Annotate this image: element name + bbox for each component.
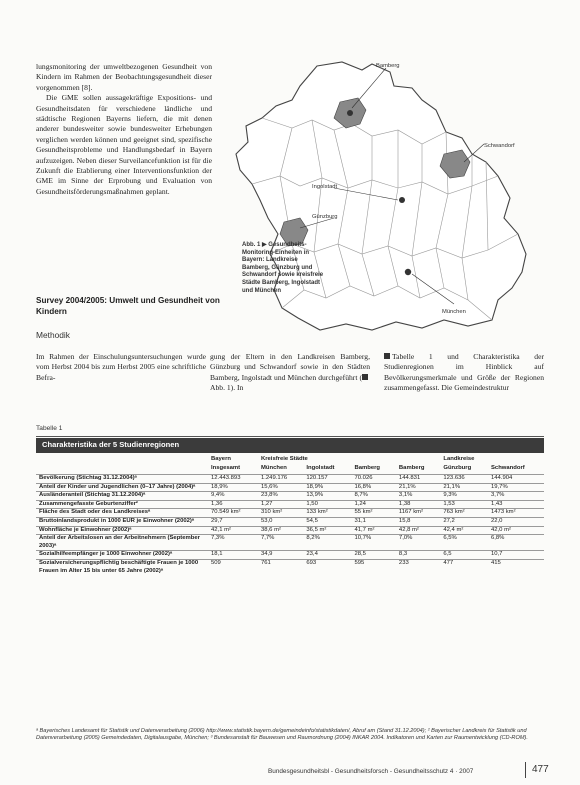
- table-cell: 1,24: [351, 500, 395, 509]
- table-cell: 1,50: [303, 500, 351, 509]
- city-ingolstadt: [399, 197, 405, 203]
- table-cell: 27,2: [440, 517, 488, 526]
- col-header: Günzburg: [443, 465, 472, 471]
- table-cell: 21,1%: [440, 483, 488, 492]
- table-cell: 7,3%: [208, 535, 258, 551]
- table-cell: 1,27: [258, 500, 303, 509]
- table-cell: 9,3%: [440, 492, 488, 501]
- group-header-bayern: Bayern: [211, 456, 231, 462]
- table-cell: 8,7%: [351, 492, 395, 501]
- table-row: [36, 475, 544, 484]
- table-cell: 18,1: [208, 551, 258, 560]
- table-cell: 761: [258, 559, 303, 575]
- table-cell: 233: [396, 559, 440, 575]
- map-label-ingolstadt: Ingolstadt: [312, 184, 338, 190]
- table-cell: 22,0: [488, 517, 544, 526]
- table-cell: 10,7%: [351, 535, 395, 551]
- map-label-guenzburg: Günzburg: [312, 214, 338, 220]
- table-row: [36, 500, 544, 509]
- table-cell: 23,4: [303, 551, 351, 560]
- table-cell: 7,7%: [258, 535, 303, 551]
- table-cell: 42,0 m²: [488, 526, 544, 535]
- table-cell: 144.831: [396, 475, 440, 484]
- table-cell: 123.636: [440, 475, 488, 484]
- city-muenchen: [405, 269, 411, 275]
- table-cell: 53,0: [258, 517, 303, 526]
- col-header: Bamberg: [398, 465, 425, 471]
- table-cell: 8,3: [396, 551, 440, 560]
- table-sub-header: [36, 465, 544, 475]
- corner-cell: [36, 465, 208, 475]
- table-cell: 36,5 m²: [303, 526, 351, 535]
- row-label: Fläche des Stadt oder des Landkreisesᵃ: [36, 509, 208, 518]
- table-cell: 19,7%: [488, 483, 544, 492]
- table-row: [36, 517, 544, 526]
- row-label: Bevölkerung (Stichtag 31.12.2004)ᵃ: [36, 475, 208, 484]
- table-cell: 7,0%: [396, 535, 440, 551]
- city-bamberg: [347, 110, 353, 116]
- method-column-2: [210, 352, 370, 394]
- table-cell: 29,7: [208, 517, 258, 526]
- table-cell: 23,8%: [258, 492, 303, 501]
- table-cell: 3,1%: [396, 492, 440, 501]
- table-cell: 31,1: [351, 517, 395, 526]
- table-reference: Tabelle 1: [392, 352, 433, 361]
- table-title: Charakteristika der 5 Studienregionen: [42, 440, 180, 449]
- table-cell: 54,5: [303, 517, 351, 526]
- table-cell: 1,36: [208, 500, 258, 509]
- table-row: [36, 492, 544, 501]
- paragraph: Die GME sollen aussagekräftige Expositions- und Gesundheitsdaten für verschiedene ländliche und städtische Regionen Bayerns liefern, die mit denen anderer bundesweiter sowie bundesweiter Erhebungen verglichen werden können und geeignet sind, spezifische Gesundheitsprobleme und Handlungsbedarf in Bayern aufzuzeigen. Neben dieser Surveilancefunktion ist für die Zukunft die Etablierung einer Interventionsfunktion der GME im Sinne der Erprobung und Evaluation von Gesundheitsförderungsmaßnahmen geplant.: [36, 93, 212, 196]
- table-cell: 42,8 m²: [396, 526, 440, 535]
- paragraph: lungsmonitoring der umweltbezogenen Gesundheit von Kindern im Rahmen der Beobachtungsgesundheit dieser vorgenommen [8].: [36, 62, 212, 92]
- map-label-muenchen: München: [442, 309, 466, 315]
- row-label: Sozialversicherungspflichtig beschäftigte Frauen je 1000 Frauen im Alter 15 bis unter 65 Jahre (2002)ᵃ: [36, 559, 208, 575]
- table-cell: 6,8%: [488, 535, 544, 551]
- table-cell: 28,5: [351, 551, 395, 560]
- row-label: Anteil der Kinder und Jugendlichen (0–17 Jahre) (2004)ᵃ: [36, 483, 208, 492]
- row-label: Ausländeranteil (Stichtag 31.12.2004)ᵃ: [36, 492, 208, 501]
- row-label: Bruttoinlandsprodukt in 1000 EUR je Einwohner (2002)ᵃ: [36, 517, 208, 526]
- footer-divider: [525, 762, 526, 778]
- table-cell: 70.026: [351, 475, 395, 484]
- table-cell: 133 km²: [303, 509, 351, 518]
- table-cell: 763 km²: [440, 509, 488, 518]
- group-header-districts: Landkreise: [443, 456, 475, 462]
- table-row: [36, 483, 544, 492]
- table-cell: 6,5: [440, 551, 488, 560]
- table-cell: 1473 km²: [488, 509, 544, 518]
- row-label: Anteil der Arbeitslosen an der Arbeitnehmern (September 2003)ᵃ: [36, 535, 208, 551]
- group-header-cities: Kreisfreie Städte: [260, 456, 308, 462]
- corner-cell: [36, 456, 208, 465]
- table-cell: 1.249.176: [258, 475, 303, 484]
- reference-box-icon: [384, 353, 390, 359]
- table-cell: 34,9: [258, 551, 303, 560]
- table-cell: 8,2%: [303, 535, 351, 551]
- col-header: Schwandorf: [490, 465, 525, 471]
- table-cell: 15,8: [396, 517, 440, 526]
- row-label: Wohnfläche je Einwohner (2002)ᵃ: [36, 526, 208, 535]
- table-cell: 693: [303, 559, 351, 575]
- group-header-spacer: [396, 456, 440, 465]
- table-cell: 1,53: [440, 500, 488, 509]
- table-cell: 120.157: [303, 475, 351, 484]
- section-heading: Survey 2004/2005: Umwelt und Gesundheit von Kindern: [36, 296, 220, 316]
- table-cell: 595: [351, 559, 395, 575]
- subheading: Methodik: [36, 330, 70, 340]
- table-cell: 310 km²: [258, 509, 303, 518]
- table-cell: 55 km²: [351, 509, 395, 518]
- table-cell: 15,6%: [258, 483, 303, 492]
- table-cell: 38,6 m²: [258, 526, 303, 535]
- table-cell: 415: [488, 559, 544, 575]
- table-row: [36, 535, 544, 551]
- table-cell: 13,9%: [303, 492, 351, 501]
- table-cell: 41,7 m²: [351, 526, 395, 535]
- map-label-schwandorf: Schwandorf: [484, 143, 515, 149]
- table-row: [36, 551, 544, 560]
- table-cell: 42,4 m²: [440, 526, 488, 535]
- row-label: Zusammengefasste Geburtenziffer²: [36, 500, 208, 509]
- table-group-header: [36, 456, 544, 465]
- table-cell: 3,7%: [488, 492, 544, 501]
- table-cell: 16,8%: [351, 483, 395, 492]
- table-cell: 1,38: [396, 500, 440, 509]
- map-label-bamberg: Bamberg: [376, 63, 400, 69]
- col-header: Insgesamt: [211, 465, 241, 471]
- col-header: Bamberg: [354, 465, 381, 471]
- page-number: 477: [532, 764, 549, 775]
- bavaria-map: [222, 58, 552, 348]
- running-footer: Bundesgesundheitsbl - Gesundheitsforsch - Gesundheitsschutz 4 · 2007: [268, 768, 474, 775]
- table-row: [36, 526, 544, 535]
- col-header: Ingolstadt: [306, 465, 335, 471]
- paragraph: [384, 352, 544, 394]
- left-column-text: [36, 62, 212, 197]
- table-cell: 10,7: [488, 551, 544, 560]
- table-footnote: ᵃ Bayerisches Landesamt für Statistik und Datenverarbeitung (2006) http://www.statistik.bayern.de/gemeindeinfo/statistikdaten/, Abruf am (Stand 31.12.2004); ² Bayerischer Landkreis für Statistik und Datenverarbeitung (2005) Gemeindedaten, Digitalausgabe, München; ³ Bundesanstalt für Bauwesen und Raumordnung (2004) INKAR 2004. Indikatoren und Karten zur Raumentwicklung (CD-ROM).: [36, 728, 528, 741]
- table-cell: 18,9%: [208, 483, 258, 492]
- table-cell: 70.549 km²: [208, 509, 258, 518]
- row-label: Sozialhilfeempfänger je 1000 Einwohner (2002)ᵃ: [36, 551, 208, 560]
- table-cell: 6,5%: [440, 535, 488, 551]
- paragraph-text: und Charakteristika der Studienregionen im Hinblick auf Bevölkerungsmerkmale und Größe der Regionen zusammengefasst. Die Gemeindestruktur: [384, 352, 544, 393]
- table-title-bar: [36, 438, 544, 453]
- table-rule: [36, 436, 544, 437]
- table-cell: 21,1%: [396, 483, 440, 492]
- paragraph-text: gung der Eltern in den Landkreisen Bamberg, Günzburg und Schwandorf sowie in den Städten Bamberg, Ingolstadt und München durchgeführt (: [210, 352, 370, 382]
- table-cell: 1167 km²: [396, 509, 440, 518]
- paragraph: [210, 352, 370, 394]
- table-cell: 144.904: [488, 475, 544, 484]
- table-cell: 1,43: [488, 500, 544, 509]
- table-cell: 477: [440, 559, 488, 575]
- reference-box-icon: [362, 374, 368, 380]
- table-cell: 509: [208, 559, 258, 575]
- table-cell: 9,4%: [208, 492, 258, 501]
- table-row: [36, 559, 544, 575]
- figure-reference: Abb. 1). In: [210, 383, 244, 393]
- table-cell: 18,9%: [303, 483, 351, 492]
- table-label: Tabelle 1: [36, 425, 63, 432]
- method-column-1: [36, 352, 206, 383]
- characteristics-table: [36, 456, 544, 575]
- method-column-3: [384, 352, 544, 394]
- figure-caption: Abb. 1 ▶ Gesundheits-Monitoring-Einheiten in Bayern: Landkreise Bamberg, Günzburg und Schwandorf sowie kreisfreie Städte Bamberg, Ingolstadt und München: [242, 242, 324, 294]
- table-row: [36, 509, 544, 518]
- paragraph: Im Rahmen der Einschulungsuntersuchungen wurde vom Herbst 2004 bis zum Herbst 2005 eine schriftliche Befra-: [36, 352, 206, 382]
- col-header: München: [260, 465, 287, 471]
- table-cell: 42,1 m²: [208, 526, 258, 535]
- table-cell: 12.443.893: [208, 475, 258, 484]
